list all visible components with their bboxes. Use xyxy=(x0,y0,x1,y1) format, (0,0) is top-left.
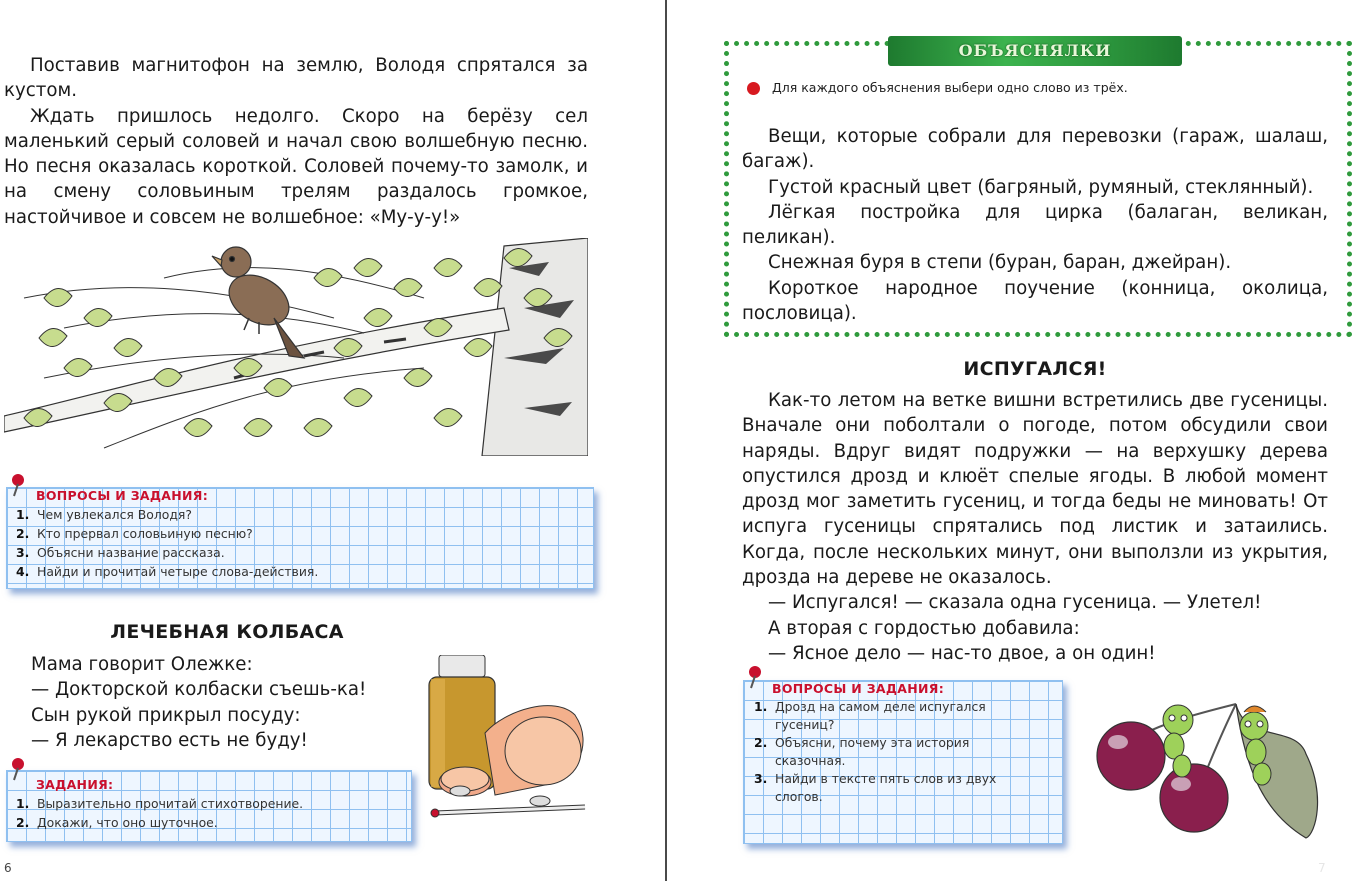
caterpillars-cherries-illustration xyxy=(1096,684,1336,840)
tasks-title: ЗАДАНИЯ: xyxy=(36,777,114,792)
explain-item: Густой красный цвет (багряный, румяный, стеклянный). xyxy=(768,176,1314,198)
story-paragraph: Как-то летом на ветке вишни встретились две гусеницы. Вначале они поболтали о погоде, потом обсудили свои наряды. Вдруг видят подружки — на верхушку дерева опустился дрозд и клюёт спелые ягоды. В любой момент дрозд мог заметить гусениц, и тогда беды не миновать! От испуга гусеницы спрятались под листик и затаились. Когда, после нескольких минут, они выползли из укрытия, дрозда на дереве не оказалось. xyxy=(742,390,1328,589)
question-item: 2. Кто прервал соловьиную песню? xyxy=(16,526,253,541)
story-paragraph: Ждать пришлось недолго. Скоро на берёзу сел маленький серый соловей и начал свою волшебную песню. Но песня оказалась короткой. Соловей почему-то замолк, и на смену соловьиным трелям раздалось громкое, настойчивое и совсем не волшебное: «Му-у-у!» xyxy=(4,105,588,228)
explain-list xyxy=(742,124,1328,326)
poem-line: Мама говорит Олежке: xyxy=(31,654,253,675)
task-item: 2. Докажи, что оно шуточное. xyxy=(16,815,218,830)
questions-title: ВОПРОСЫ И ЗАДАНИЯ: xyxy=(36,488,209,503)
questions-list xyxy=(754,698,996,806)
caterpillar-story xyxy=(742,388,1328,666)
poem xyxy=(31,652,411,753)
question-item: 2. Объясни, почему эта история сказочная. xyxy=(754,735,970,768)
question-item: 1. Чем увлекался Володя? xyxy=(16,507,192,522)
page-number: 6 xyxy=(4,861,12,875)
questions-title: ВОПРОСЫ И ЗАДАНИЯ: xyxy=(772,681,945,696)
nightingale-birch-illustration xyxy=(4,238,588,456)
poem-line: Сын рукой прикрыл посуду: xyxy=(31,704,301,726)
poem-line: — Докторской колбаски съешь-ка! xyxy=(31,679,367,701)
story-paragraph: — Испугался! — сказала одна гусеница. — Улетел! xyxy=(768,592,1262,614)
explain-banner: ОБЪЯСНЯЛКИ xyxy=(888,36,1182,66)
tasks-list xyxy=(16,794,303,832)
pushpin-icon xyxy=(6,472,30,498)
questions-list xyxy=(16,505,318,581)
medicine-sausage-illustration xyxy=(425,655,590,825)
task-item: 1. Выразительно прочитай стихотворение. xyxy=(16,796,304,811)
question-item: 1. Дрозд на самом деле испугался гусениц? xyxy=(754,699,986,732)
question-item: 3. Найди в тексте пять слов из двух слогов. xyxy=(754,771,997,804)
nightingale-story xyxy=(4,53,588,230)
explain-item: Лёгкая постройка для цирка (балаган, великан, пеликан). xyxy=(742,201,1328,249)
pushpin-icon xyxy=(6,756,30,782)
story-paragraph: А вторая с гордостью добавила: xyxy=(768,617,1080,639)
poem-title: ЛЕЧЕБНАЯ КОЛБАСА xyxy=(110,621,344,643)
page-spine xyxy=(665,0,667,881)
explain-item: Вещи, которые собрали для перевозки (гараж, шалаш, багаж). xyxy=(742,126,1328,173)
question-item: 4. Найди и прочитай четыре слова-действия. xyxy=(16,564,319,579)
story-paragraph: — Ясное дело — нас-то двое, а он один! xyxy=(768,642,1156,664)
page-number: 7 xyxy=(1318,861,1326,875)
pushpin-icon xyxy=(743,664,767,690)
story-title: ИСПУГАЛСЯ! xyxy=(963,358,1107,380)
explain-item: Короткое народное поучение (конница, околица, пословица). xyxy=(742,277,1328,325)
question-item: 3. Объясни название рассказа. xyxy=(16,545,225,560)
explain-instruction: Для каждого объяснения выбери одно слово из трёх. xyxy=(772,80,1128,95)
story-paragraph: Поставив магнитофон на землю, Володя спрятался за кустом. xyxy=(4,55,588,102)
explain-item: Снежная буря в степи (буран, баран, джейран). xyxy=(768,252,1232,274)
bullet-icon xyxy=(747,82,760,95)
poem-line: — Я лекарство есть не буду! xyxy=(31,729,308,751)
